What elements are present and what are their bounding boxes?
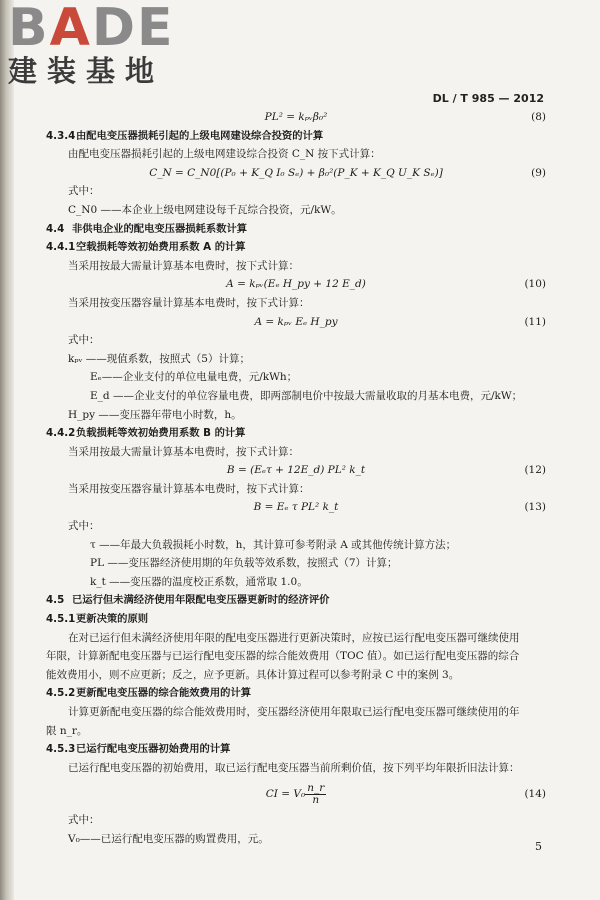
scan-spine-shadow: [0, 0, 14, 900]
formula: [46, 498, 546, 517]
logo-subtitle: 建装基地: [8, 54, 165, 88]
definition-line: E_d ——企业支付的单位容量电费，即两部制电价中按最大需量收取的月基本电费，元/kW；: [90, 389, 523, 402]
section-number: 4.4.2: [46, 427, 76, 440]
formula: [46, 108, 546, 127]
formula: [46, 275, 546, 294]
section-title: 负载损耗等效初始费用系数 B 的计算: [76, 427, 246, 440]
fraction-denominator: n: [312, 793, 320, 806]
paragraph-line: 当采用按最大需量计算基本电费时，按下式计算：: [68, 259, 299, 272]
formula-number: (9): [531, 166, 546, 179]
section-number: 4.4: [46, 222, 65, 235]
definition-line: 式中：: [68, 185, 100, 198]
definition-line: C_N0 ——本企业上级电网建设每千瓦综合投资，元/kW。: [68, 203, 342, 216]
fraction-numerator: n_r: [307, 781, 325, 794]
section-heading: [46, 220, 546, 239]
formula-text: A = kₚᵥ Eₑ H_py: [254, 315, 338, 328]
section-title: 已运行配电变压器初始费用的计算: [76, 743, 231, 756]
section-title: 由配电变压器损耗引起的上级电网建设综合投资的计算: [76, 129, 324, 142]
section-heading: [46, 684, 546, 703]
paragraph-line: 计算更新配电变压器的综合能效费用时，变压器经济使用年限取已运行配电变压器可继续使用的年: [68, 706, 520, 718]
page-number: 5: [535, 840, 542, 853]
formula-lhs: CI = V₀: [265, 788, 306, 801]
section-number: 4.5.2: [46, 687, 76, 700]
section-number: 4.4.1: [46, 241, 76, 254]
paragraph-line: 在对已运行但未满经济使用年限的配电变压器进行更新决策时，应按已运行配电变压器可继续使用: [68, 631, 520, 644]
definition-line: 式中：: [68, 520, 100, 533]
section-number: 4.5.1: [46, 613, 76, 626]
standard-number: DL / T 985 — 2012: [432, 92, 544, 105]
definition-line: kₚᵥ ——现值系数，按照式（5）计算；: [68, 352, 250, 365]
fraction: [305, 783, 326, 806]
section-heading: [46, 238, 546, 257]
section-number: 4.3.4: [46, 129, 76, 142]
document-body: [46, 108, 546, 849]
section-heading: [46, 127, 546, 146]
paragraph-line: 由配电变压器损耗引起的上级电网建设综合投资 C_N 按下式计算：: [68, 148, 381, 161]
formula-number: (11): [524, 315, 546, 328]
paragraph-line: 当采用按变压器容量计算基本电费时，按下式计算：: [68, 482, 310, 495]
formula-number: (13): [524, 501, 546, 514]
section-title: 更新决策的原则: [76, 613, 149, 626]
formula-number: (14): [524, 788, 546, 801]
section-title: 已运行但未满经济使用年限配电变压器更新时的经济评价: [72, 594, 330, 607]
formula-text: B = Eₑ τ PL² k_t: [253, 501, 339, 514]
definition-line: 式中：: [68, 334, 100, 347]
formula-number: (10): [524, 278, 546, 291]
formula-text: C_N = C_N0[(P₀ + K_Q I₀ Sₑ) + β₀²(P_K + K_Q U_K Sₑ)]: [149, 166, 443, 179]
logo-wordmark: BADE: [8, 0, 175, 58]
formula-text: B = (Eₑτ + 12E_d) PL² k_t: [226, 464, 366, 477]
definition-line: 式中：: [68, 814, 100, 827]
section-title: 空载损耗等效初始费用系数 A 的计算: [76, 241, 246, 254]
section-heading: [46, 424, 546, 443]
formula-number: (8): [531, 111, 546, 123]
paragraph-line: 当采用按最大需量计算基本电费时，按下式计算：: [68, 445, 299, 458]
section-title: 非供电企业的配电变压器损耗系数计算: [72, 222, 248, 235]
formula: [46, 777, 546, 811]
definition-line: V₀——已运行配电变压器的购置费用，元。: [68, 832, 269, 845]
section-heading: [46, 740, 546, 759]
paragraph-line: 年限，计算新配电变压器与已运行配电变压器的综合能效费用（TOC 值）。如已运行配电变压器的综合: [46, 650, 520, 663]
formula-text: PL² = kₚᵥβ₀²: [264, 111, 328, 123]
formula: [46, 164, 546, 183]
definition-line: Eₑ——企业支付的单位电量电费，元/kWh；: [90, 371, 298, 384]
definition-line: PL ——变压器经济使用期的年负载等效系数，按照式（7）计算；: [90, 557, 398, 570]
formula-number: (12): [524, 464, 546, 477]
definition-line: H_py ——变压器年带电小时数，h。: [68, 408, 242, 421]
formula-text: A = kₚᵥ(Eₑ H_py + 12 E_d): [226, 278, 366, 291]
bade-logo: [8, 0, 175, 88]
formula: [46, 313, 546, 332]
formula: [46, 461, 546, 480]
section-heading: [46, 591, 546, 610]
definition-line: τ ——年最大负载损耗小时数，h，其计算可参考附录 A 或其他传统计算方法；: [90, 538, 457, 551]
paragraph-line: 已运行配电变压器的初始费用，取已运行配电变压器当前所剩价值，按下列平均年限折旧法计算：: [68, 761, 520, 774]
paragraph-line: 当采用按变压器容量计算基本电费时，按下式计算：: [68, 296, 310, 309]
paragraph-line: 限 n_r。: [46, 724, 88, 737]
section-number: 4.5: [46, 594, 65, 607]
section-title: 更新配电变压器的综合能效费用的计算: [76, 687, 252, 700]
section-heading: [46, 610, 546, 629]
definition-line: k_t ——变压器的温度校正系数，通常取 1.0。: [90, 575, 308, 588]
paragraph-line: 能效费用小，则不应更新；反之，应予更新。具体计算过程可以参考附录 C 中的案例 3。: [46, 668, 460, 681]
section-number: 4.5.3: [46, 743, 76, 756]
